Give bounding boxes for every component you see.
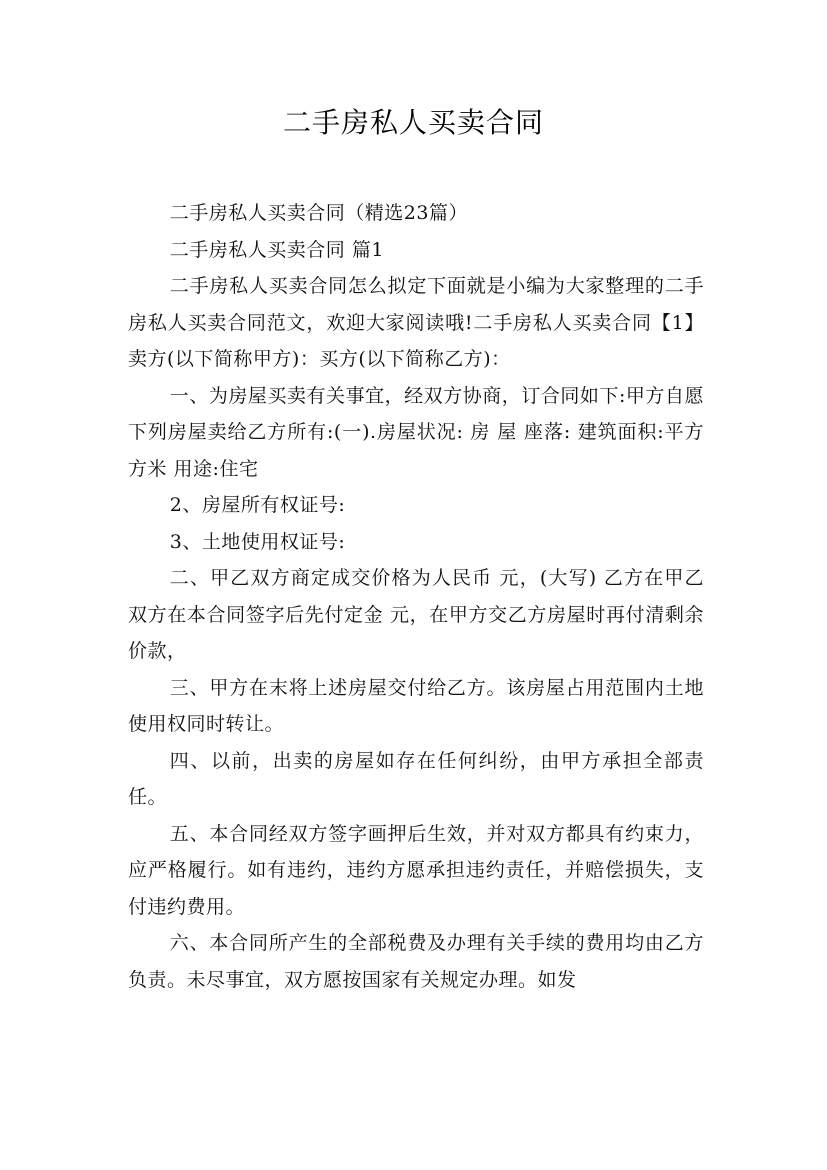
paragraph-clause-1: 一、为房屋买卖有关事宜，经双方协商，订合同如下:甲方自愿下列房屋卖给乙方所有:(一).房屋状况: 房 屋 座落: 建筑面积:平方方米 用途:住宅: [128, 384, 704, 480]
document-title: 二手房私人买卖合同: [282, 106, 544, 139]
document-body: [128, 195, 704, 998]
paragraph-section-heading: 二手房私人买卖合同 篇1: [169, 238, 384, 261]
paragraph-subtitle: 二手房私人买卖合同（精选23篇）: [169, 202, 468, 224]
paragraph-clause-4: 四、以前，出卖的房屋如存在任何纠纷，由甲方承担全部责任。: [128, 749, 704, 808]
paragraph-clause-2: 二、甲乙双方商定成交价格为人民币 元，(大写) 乙方在甲乙双方在本合同签字后先付定金 元，在甲方交乙方房屋时再付清剩余价款，: [128, 567, 704, 662]
paragraph-clause-6: 六、本合同所产生的全部税费及办理有关手续的费用均由乙方负责。未尽事宜，双方愿按国家有关规定办理。如发: [128, 932, 704, 991]
paragraph-clause-5: 五、本合同经双方签字画押后生效，并对双方都具有约束力，应严格履行。如有违约，违约方愿承担违约责任，并赔偿损失，支付违约费用。: [128, 822, 704, 918]
paragraph-clause-3: 三、甲方在末将上述房屋交付给乙方。该房屋占用范围内土地使用权同时转让。: [128, 676, 704, 735]
paragraph-intro: 二手房私人买卖合同怎么拟定下面就是小编为大家整理的二手房私人买卖合同范文，欢迎大家阅读哦!二手房私人买卖合同【1】卖方(以下简称甲方)：买方(以下简称乙方)：: [128, 275, 704, 370]
paragraph-land-cert: 3、土地使用权证号:: [169, 530, 346, 553]
paragraph-ownership-cert: 2、房屋所有权证号:: [169, 494, 346, 516]
